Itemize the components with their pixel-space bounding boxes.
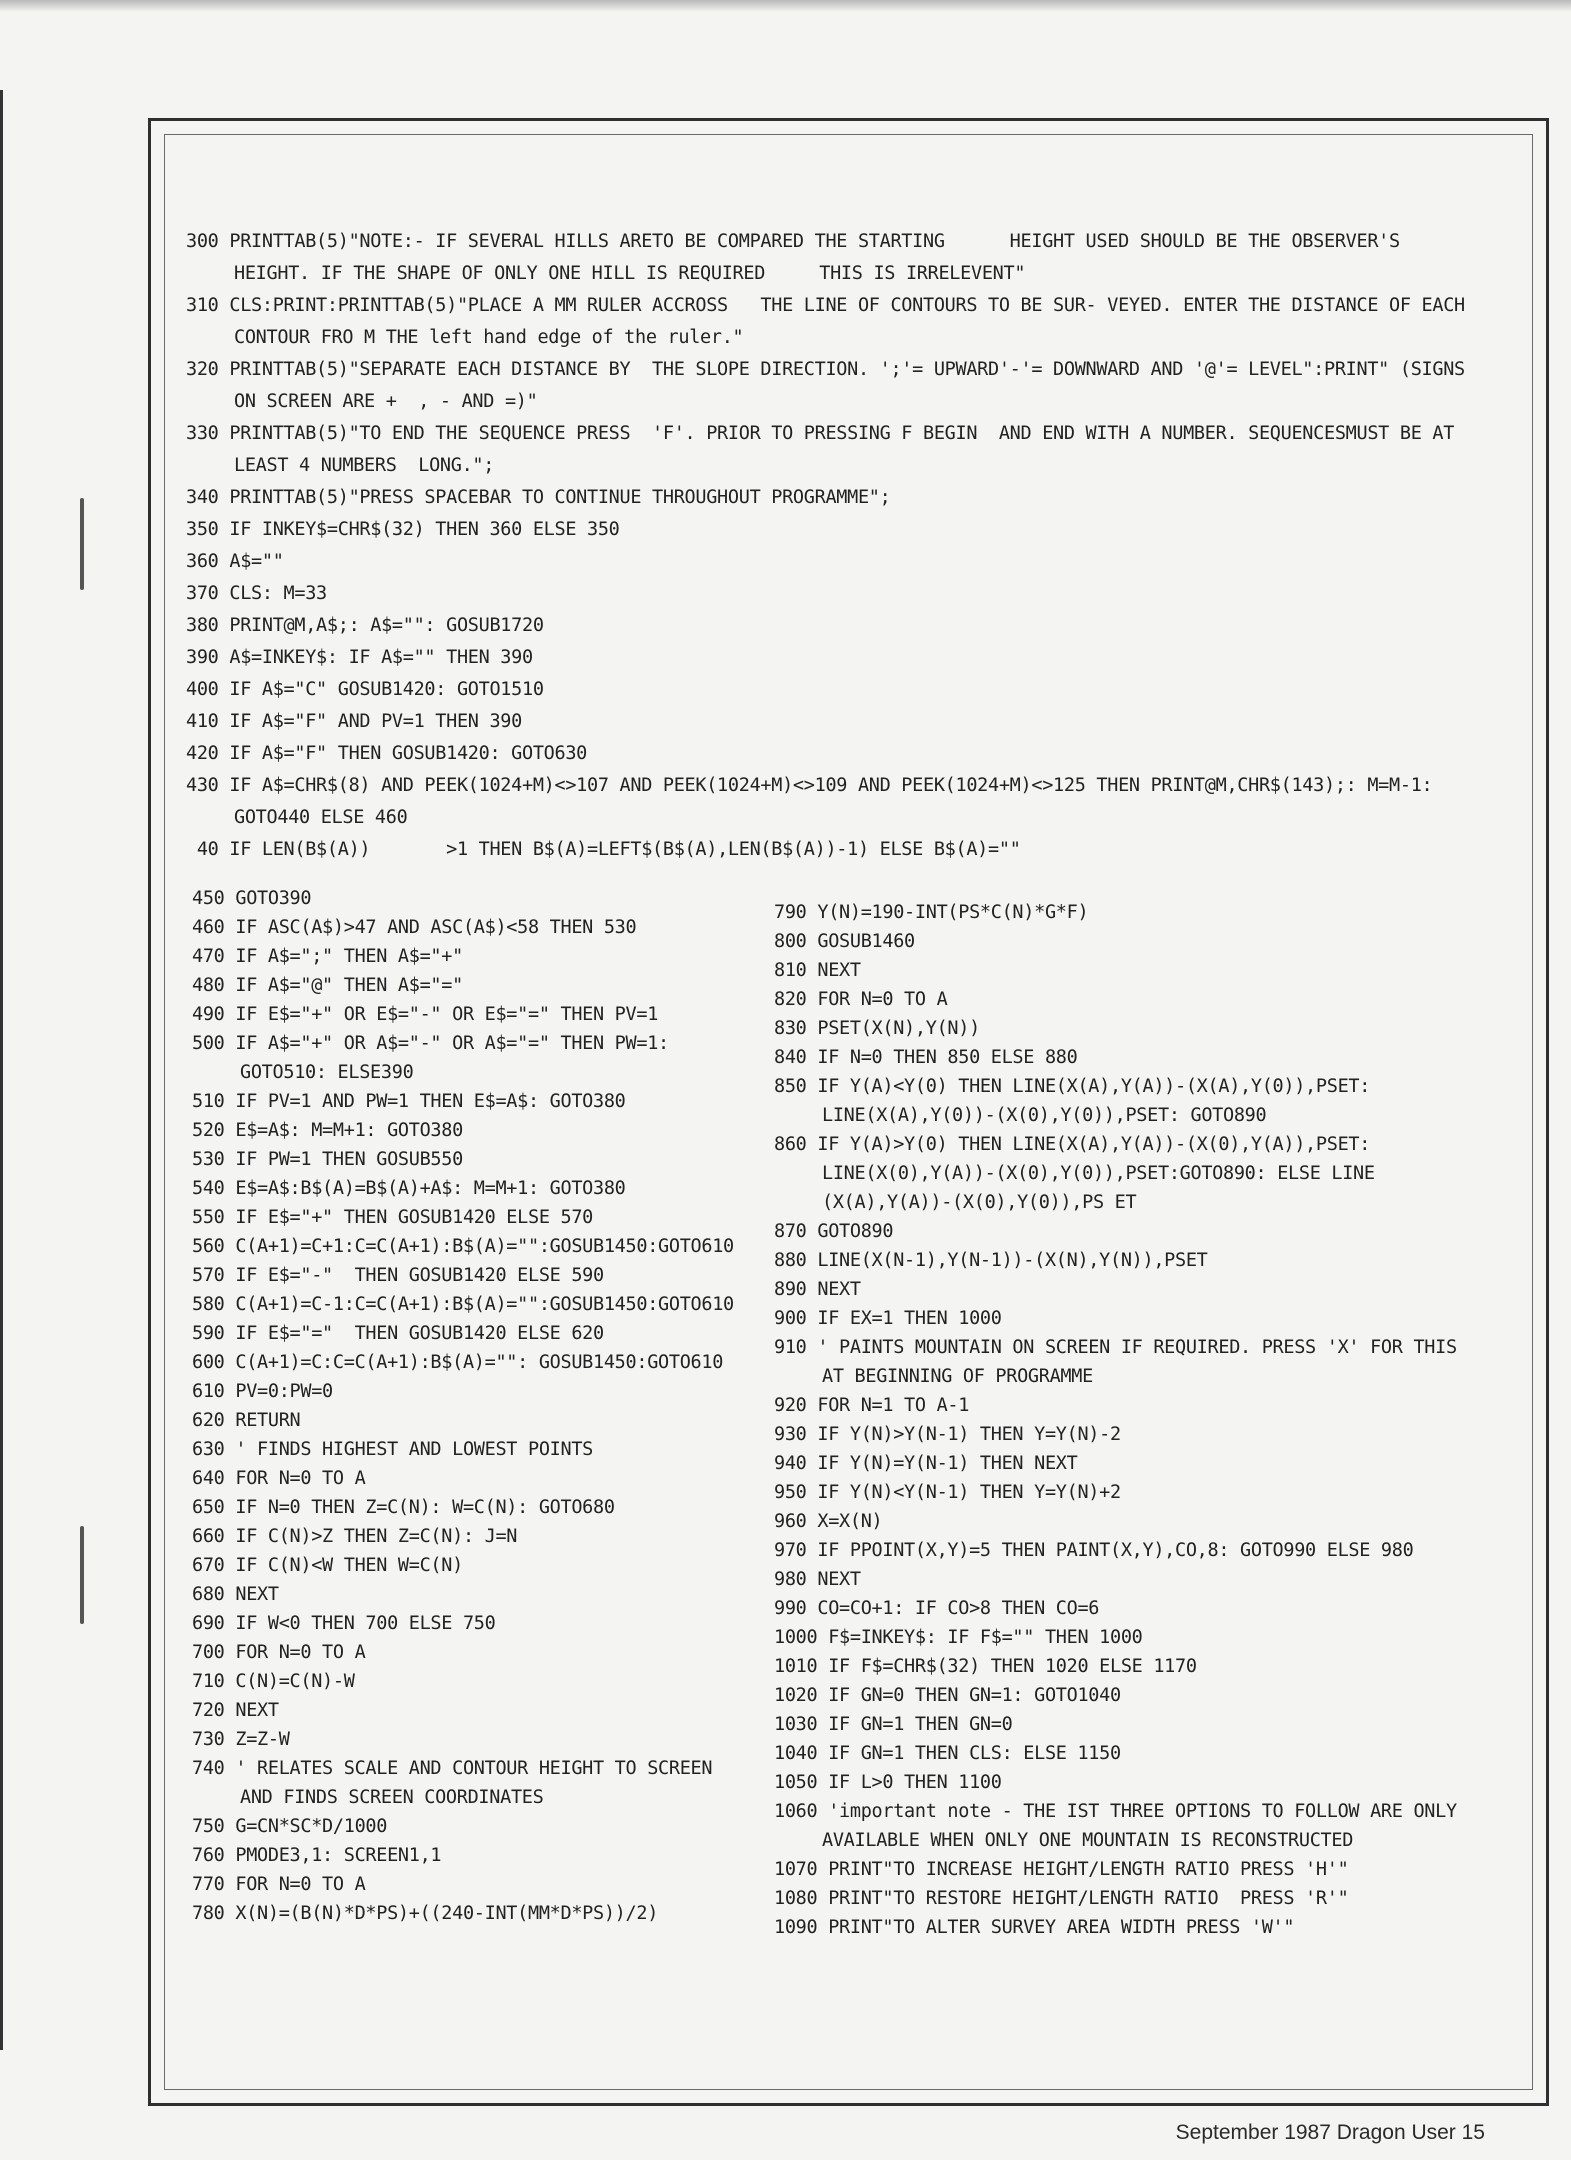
code-line: 860 IF Y(A)>Y(0) THEN LINE(X(A),Y(A))-(X(0),Y(A)),PSET: LINE(X(0),Y(A))-(X(0),Y(0)),PSET:GOTO890: ELSE LINE (X(A),Y(A))-(X(0),Y(0)),PS ET: [774, 1134, 1386, 1213]
code-line: 770 FOR N=0 TO A: [192, 1874, 366, 1895]
code-line: 710 C(N)=C(N)-W: [192, 1671, 355, 1692]
code-line: 410 IF A$="F" AND PV=1 THEN 390: [186, 711, 522, 732]
code-line: 960 X=X(N): [774, 1511, 883, 1532]
code-line: 920 FOR N=1 TO A-1: [774, 1395, 970, 1416]
code-line: 550 IF E$="+" THEN GOSUB1420 ELSE 570: [192, 1207, 594, 1228]
code-line: 560 C(A+1)=C+1:C=C(A+1):B$(A)="":GOSUB1450:GOTO610: [192, 1236, 734, 1257]
code-line: 380 PRINT@M,A$;: A$="": GOSUB1720: [186, 615, 544, 636]
code-line: 890 NEXT: [774, 1279, 861, 1300]
code-line: 1010 IF F$=CHR$(32) THEN 1020 ELSE 1170: [774, 1656, 1197, 1677]
code-line: 720 NEXT: [192, 1700, 279, 1721]
code-line: 360 A$="": [186, 551, 284, 572]
code-line: 420 IF A$="F" THEN GOSUB1420: GOTO630: [186, 743, 588, 764]
listing-right-column: [774, 898, 1468, 1942]
page-footer: September 1987 Dragon User 15: [1175, 2121, 1485, 2144]
code-line: 580 C(A+1)=C-1:C=C(A+1):B$(A)="":GOSUB1450:GOTO610: [192, 1294, 734, 1315]
code-line: 880 LINE(X(N-1),Y(N-1))-(X(N),Y(N)),PSET: [774, 1250, 1208, 1271]
code-line: 640 FOR N=0 TO A: [192, 1468, 366, 1489]
code-line: 830 PSET(X(N),Y(N)): [774, 1018, 980, 1039]
code-line: 460 IF ASC(A$)>47 AND ASC(A$)<58 THEN 530: [192, 917, 637, 938]
code-line: 780 X(N)=(B(N)*D*PS)+((240-INT(MM*D*PS))/2): [192, 1903, 659, 1924]
code-line: 910 ' PAINTS MOUNTAIN ON SCREEN IF REQUIRED. PRESS 'X' FOR THIS AT BEGINNING OF PROGRAMME: [774, 1337, 1468, 1387]
code-line: 1040 IF GN=1 THEN CLS: ELSE 1150: [774, 1743, 1121, 1764]
code-line: 370 CLS: M=33: [186, 583, 327, 604]
code-line: 590 IF E$="=" THEN GOSUB1420 ELSE 620: [192, 1323, 604, 1344]
code-line: 750 G=CN*SC*D/1000: [192, 1816, 388, 1837]
code-line: 330 PRINTTAB(5)"TO END THE SEQUENCE PRESS 'F'. PRIOR TO PRESSING F BEGIN AND END WITH A NUMBER. SEQUENCESMUST BE AT LEAST 4 NUMBERS LONG.";: [186, 423, 1465, 476]
code-line: 430 IF A$=CHR$(8) AND PEEK(1024+M)<>107 AND PEEK(1024+M)<>109 AND PEEK(1024+M)<>125 THEN PRINT@M,CHR$(143);: M=M-1: GOTO440 ELSE 460: [186, 775, 1444, 828]
code-line: 570 IF E$="-" THEN GOSUB1420 ELSE 590: [192, 1265, 604, 1286]
code-line: 810 NEXT: [774, 960, 861, 981]
code-line: 540 E$=A$:B$(A)=B$(A)+A$: M=M+1: GOTO380: [192, 1178, 626, 1199]
code-line: 850 IF Y(A)<Y(0) THEN LINE(X(A),Y(A))-(X(A),Y(0)),PSET: LINE(X(A),Y(0))-(X(0),Y(0)),PSET: GOTO890: [774, 1076, 1381, 1126]
code-line: 800 GOSUB1460: [774, 931, 915, 952]
code-line: 700 FOR N=0 TO A: [192, 1642, 366, 1663]
code-line: 790 Y(N)=190-INT(PS*C(N)*G*F): [774, 902, 1089, 923]
code-line: 760 PMODE3,1: SCREEN1,1: [192, 1845, 442, 1866]
scan-edge-top: [0, 0, 1571, 12]
code-line: 510 IF PV=1 AND PW=1 THEN E$=A$: GOTO380: [192, 1091, 626, 1112]
code-line: 900 IF EX=1 THEN 1000: [774, 1308, 1002, 1329]
code-line: 610 PV=0:PW=0: [192, 1381, 333, 1402]
code-line: 730 Z=Z-W: [192, 1729, 290, 1750]
binding-mark-lower: [80, 1526, 84, 1624]
code-line: 1060 'important note - THE IST THREE OPTIONS TO FOLLOW ARE ONLY AVAILABLE WHEN ONLY ONE MOUNTAIN IS RECONSTRUCTED: [774, 1801, 1468, 1851]
binding-mark-upper: [80, 498, 84, 590]
code-line: 1080 PRINT"TO RESTORE HEIGHT/LENGTH RATIO PRESS 'R'": [774, 1888, 1349, 1909]
code-line: 300 PRINTTAB(5)"NOTE:- IF SEVERAL HILLS ARETO BE COMPARED THE STARTING HEIGHT USED SHOULD BE THE OBSERVER'S HEIGHT. IF THE SHAPE OF ONLY ONE HILL IS REQUIRED THIS IS IRRELEVENT": [186, 231, 1411, 284]
code-line: 660 IF C(N)>Z THEN Z=C(N): J=N: [192, 1526, 518, 1547]
code-line: 1000 F$=INKEY$: IF F$="" THEN 1000: [774, 1627, 1143, 1648]
code-line: 490 IF E$="+" OR E$="-" OR E$="=" THEN PV=1: [192, 1004, 659, 1025]
code-line: 450 GOTO390: [192, 888, 312, 909]
code-line: 940 IF Y(N)=Y(N-1) THEN NEXT: [774, 1453, 1078, 1474]
code-line: 1030 IF GN=1 THEN GN=0: [774, 1714, 1013, 1735]
code-line: 690 IF W<0 THEN 700 ELSE 750: [192, 1613, 496, 1634]
code-line: 950 IF Y(N)<Y(N-1) THEN Y=Y(N)+2: [774, 1482, 1121, 1503]
code-line: 1020 IF GN=0 THEN GN=1: GOTO1040: [774, 1685, 1121, 1706]
code-line: 1050 IF L>0 THEN 1100: [774, 1772, 1002, 1793]
listing-left-column: [192, 884, 752, 1928]
code-line: 500 IF A$="+" OR A$="-" OR A$="=" THEN PW=1: GOTO510: ELSE390: [192, 1033, 680, 1083]
code-line: 630 ' FINDS HIGHEST AND LOWEST POINTS: [192, 1439, 594, 1460]
code-line: 820 FOR N=0 TO A: [774, 989, 948, 1010]
code-line: 680 NEXT: [192, 1584, 279, 1605]
code-line: 740 ' RELATES SCALE AND CONTOUR HEIGHT TO SCREEN AND FINDS SCREEN COORDINATES: [192, 1758, 724, 1808]
code-line: 530 IF PW=1 THEN GOSUB550: [192, 1149, 463, 1170]
code-line: 930 IF Y(N)>Y(N-1) THEN Y=Y(N)-2: [774, 1424, 1121, 1445]
code-line: 310 CLS:PRINT:PRINTTAB(5)"PLACE A MM RULER ACCROSS THE LINE OF CONTOURS TO BE SUR- VEYED. ENTER THE DISTANCE OF EACH CONTOUR FRO M THE left hand edge of the ruler.": [186, 295, 1476, 348]
scan-edge-left: [0, 90, 3, 2050]
code-line: 1070 PRINT"TO INCREASE HEIGHT/LENGTH RATIO PRESS 'H'": [774, 1859, 1349, 1880]
code-line: 390 A$=INKEY$: IF A$="" THEN 390: [186, 647, 533, 668]
code-line: 840 IF N=0 THEN 850 ELSE 880: [774, 1047, 1078, 1068]
code-line: 1090 PRINT"TO ALTER SURVEY AREA WIDTH PRESS 'W'": [774, 1917, 1295, 1938]
code-line: 870 GOTO890: [774, 1221, 894, 1242]
code-line: 600 C(A+1)=C:C=C(A+1):B$(A)="": GOSUB1450:GOTO610: [192, 1352, 724, 1373]
code-line: 990 CO=CO+1: IF CO>8 THEN CO=6: [774, 1598, 1100, 1619]
code-line: 40 IF LEN(B$(A)) >1 THEN B$(A)=LEFT$(B$(A),LEN(B$(A))-1) ELSE B$(A)="": [186, 839, 1021, 860]
code-line: 670 IF C(N)<W THEN W=C(N): [192, 1555, 463, 1576]
code-line: 340 PRINTTAB(5)"PRESS SPACEBAR TO CONTINUE THROUGHOUT PROGRAMME";: [186, 487, 891, 508]
code-line: 480 IF A$="@" THEN A$="=": [192, 975, 463, 996]
listing-top: [186, 226, 1476, 866]
code-line: 970 IF PPOINT(X,Y)=5 THEN PAINT(X,Y),CO,8: GOTO990 ELSE 980: [774, 1540, 1414, 1561]
code-line: 470 IF A$=";" THEN A$="+": [192, 946, 463, 967]
code-line: 350 IF INKEY$=CHR$(32) THEN 360 ELSE 350: [186, 519, 620, 540]
code-line: 320 PRINTTAB(5)"SEPARATE EACH DISTANCE BY THE SLOPE DIRECTION. ';'= UPWARD'-'= DOWNWARD AND '@'= LEVEL":PRINT" (SIGNS ON SCREEN ARE + , - AND =)": [186, 359, 1476, 412]
code-line: 620 RETURN: [192, 1410, 301, 1431]
code-line: 650 IF N=0 THEN Z=C(N): W=C(N): GOTO680: [192, 1497, 615, 1518]
code-line: 980 NEXT: [774, 1569, 861, 1590]
code-line: 520 E$=A$: M=M+1: GOTO380: [192, 1120, 463, 1141]
code-line: 400 IF A$="C" GOSUB1420: GOTO1510: [186, 679, 544, 700]
